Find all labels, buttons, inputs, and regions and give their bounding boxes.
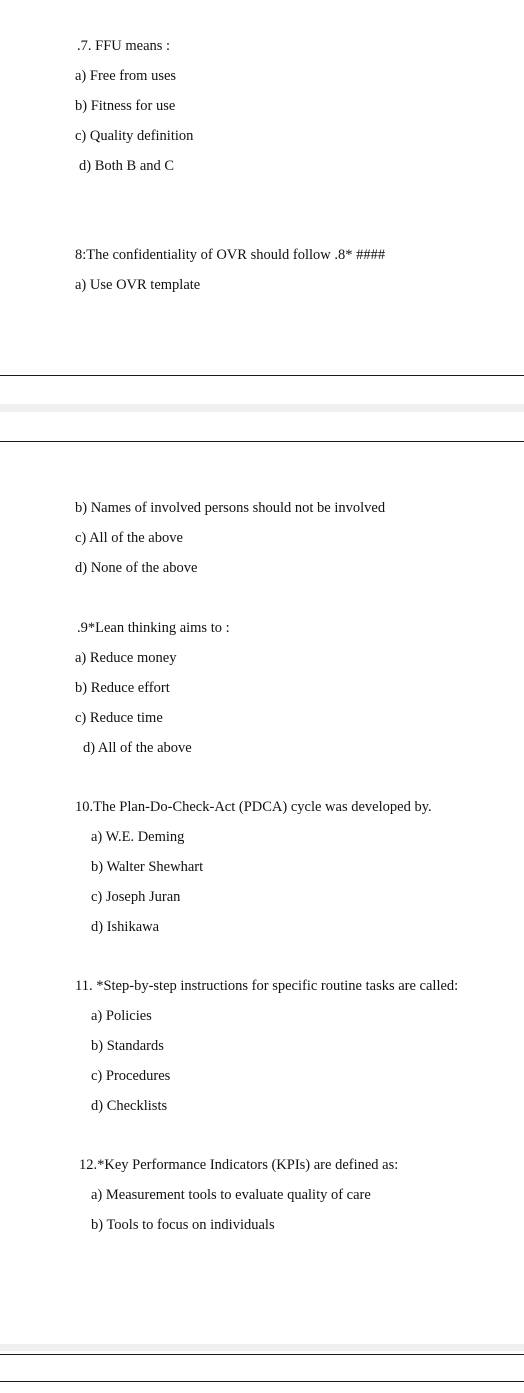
document-page-1 (0, 0, 524, 376)
question-9-option-b: b) Reduce effort (75, 680, 170, 696)
question-8-option-c: c) All of the above (75, 530, 183, 546)
question-8-option-d: d) None of the above (75, 560, 198, 576)
question-9-option-c: c) Reduce time (75, 710, 163, 726)
question-7-option-c: c) Quality definition (75, 128, 194, 144)
question-11-option-d: d) Checklists (91, 1098, 168, 1114)
question-8-option-b: b) Names of involved persons should not be involved (75, 500, 386, 516)
page-bottom-rule (0, 1354, 524, 1355)
question-10-option-c: c) Joseph Juran (91, 889, 181, 905)
question-9-option-d: d) All of the above (83, 740, 192, 756)
question-9-text: .9*Lean thinking aims to : (77, 620, 230, 636)
document-page-3 (0, 1382, 524, 1393)
question-11-option-c: c) Procedures (91, 1068, 171, 1084)
question-7-text: .7. FFU means : (77, 38, 171, 54)
question-7-option-a: a) Free from uses (75, 68, 177, 84)
question-11-option-a: a) Policies (91, 1008, 152, 1024)
question-11-text: 11. *Step-by-step instructions for specific routine tasks are called: (75, 978, 459, 994)
question-10-option-b: b) Walter Shewhart (91, 859, 204, 875)
page-gap (0, 1344, 524, 1351)
page-gap (0, 404, 524, 412)
question-9-option-a: a) Reduce money (75, 650, 177, 666)
question-10-option-d: d) Ishikawa (91, 919, 160, 935)
question-8-text: 8:The confidentiality of OVR should follow .8* #### (75, 247, 386, 263)
question-10-text: 10.The Plan-Do-Check-Act (PDCA) cycle was developed by. (75, 799, 432, 815)
question-11-option-b: b) Standards (91, 1038, 164, 1054)
page-bottom-rule (0, 375, 524, 376)
question-7-option-d: d) Both B and C (79, 158, 175, 174)
question-12-option-b: b) Tools to focus on individuals (91, 1217, 275, 1233)
document-page-2 (0, 442, 524, 1355)
question-12-text: 12.*Key Performance Indicators (KPIs) are defined as: (79, 1157, 399, 1173)
question-7-option-b: b) Fitness for use (75, 98, 176, 114)
question-10-option-a: a) W.E. Deming (91, 829, 185, 845)
question-12-option-a: a) Measurement tools to evaluate quality of care (91, 1187, 371, 1203)
question-8-option-a: a) Use OVR template (75, 277, 201, 293)
